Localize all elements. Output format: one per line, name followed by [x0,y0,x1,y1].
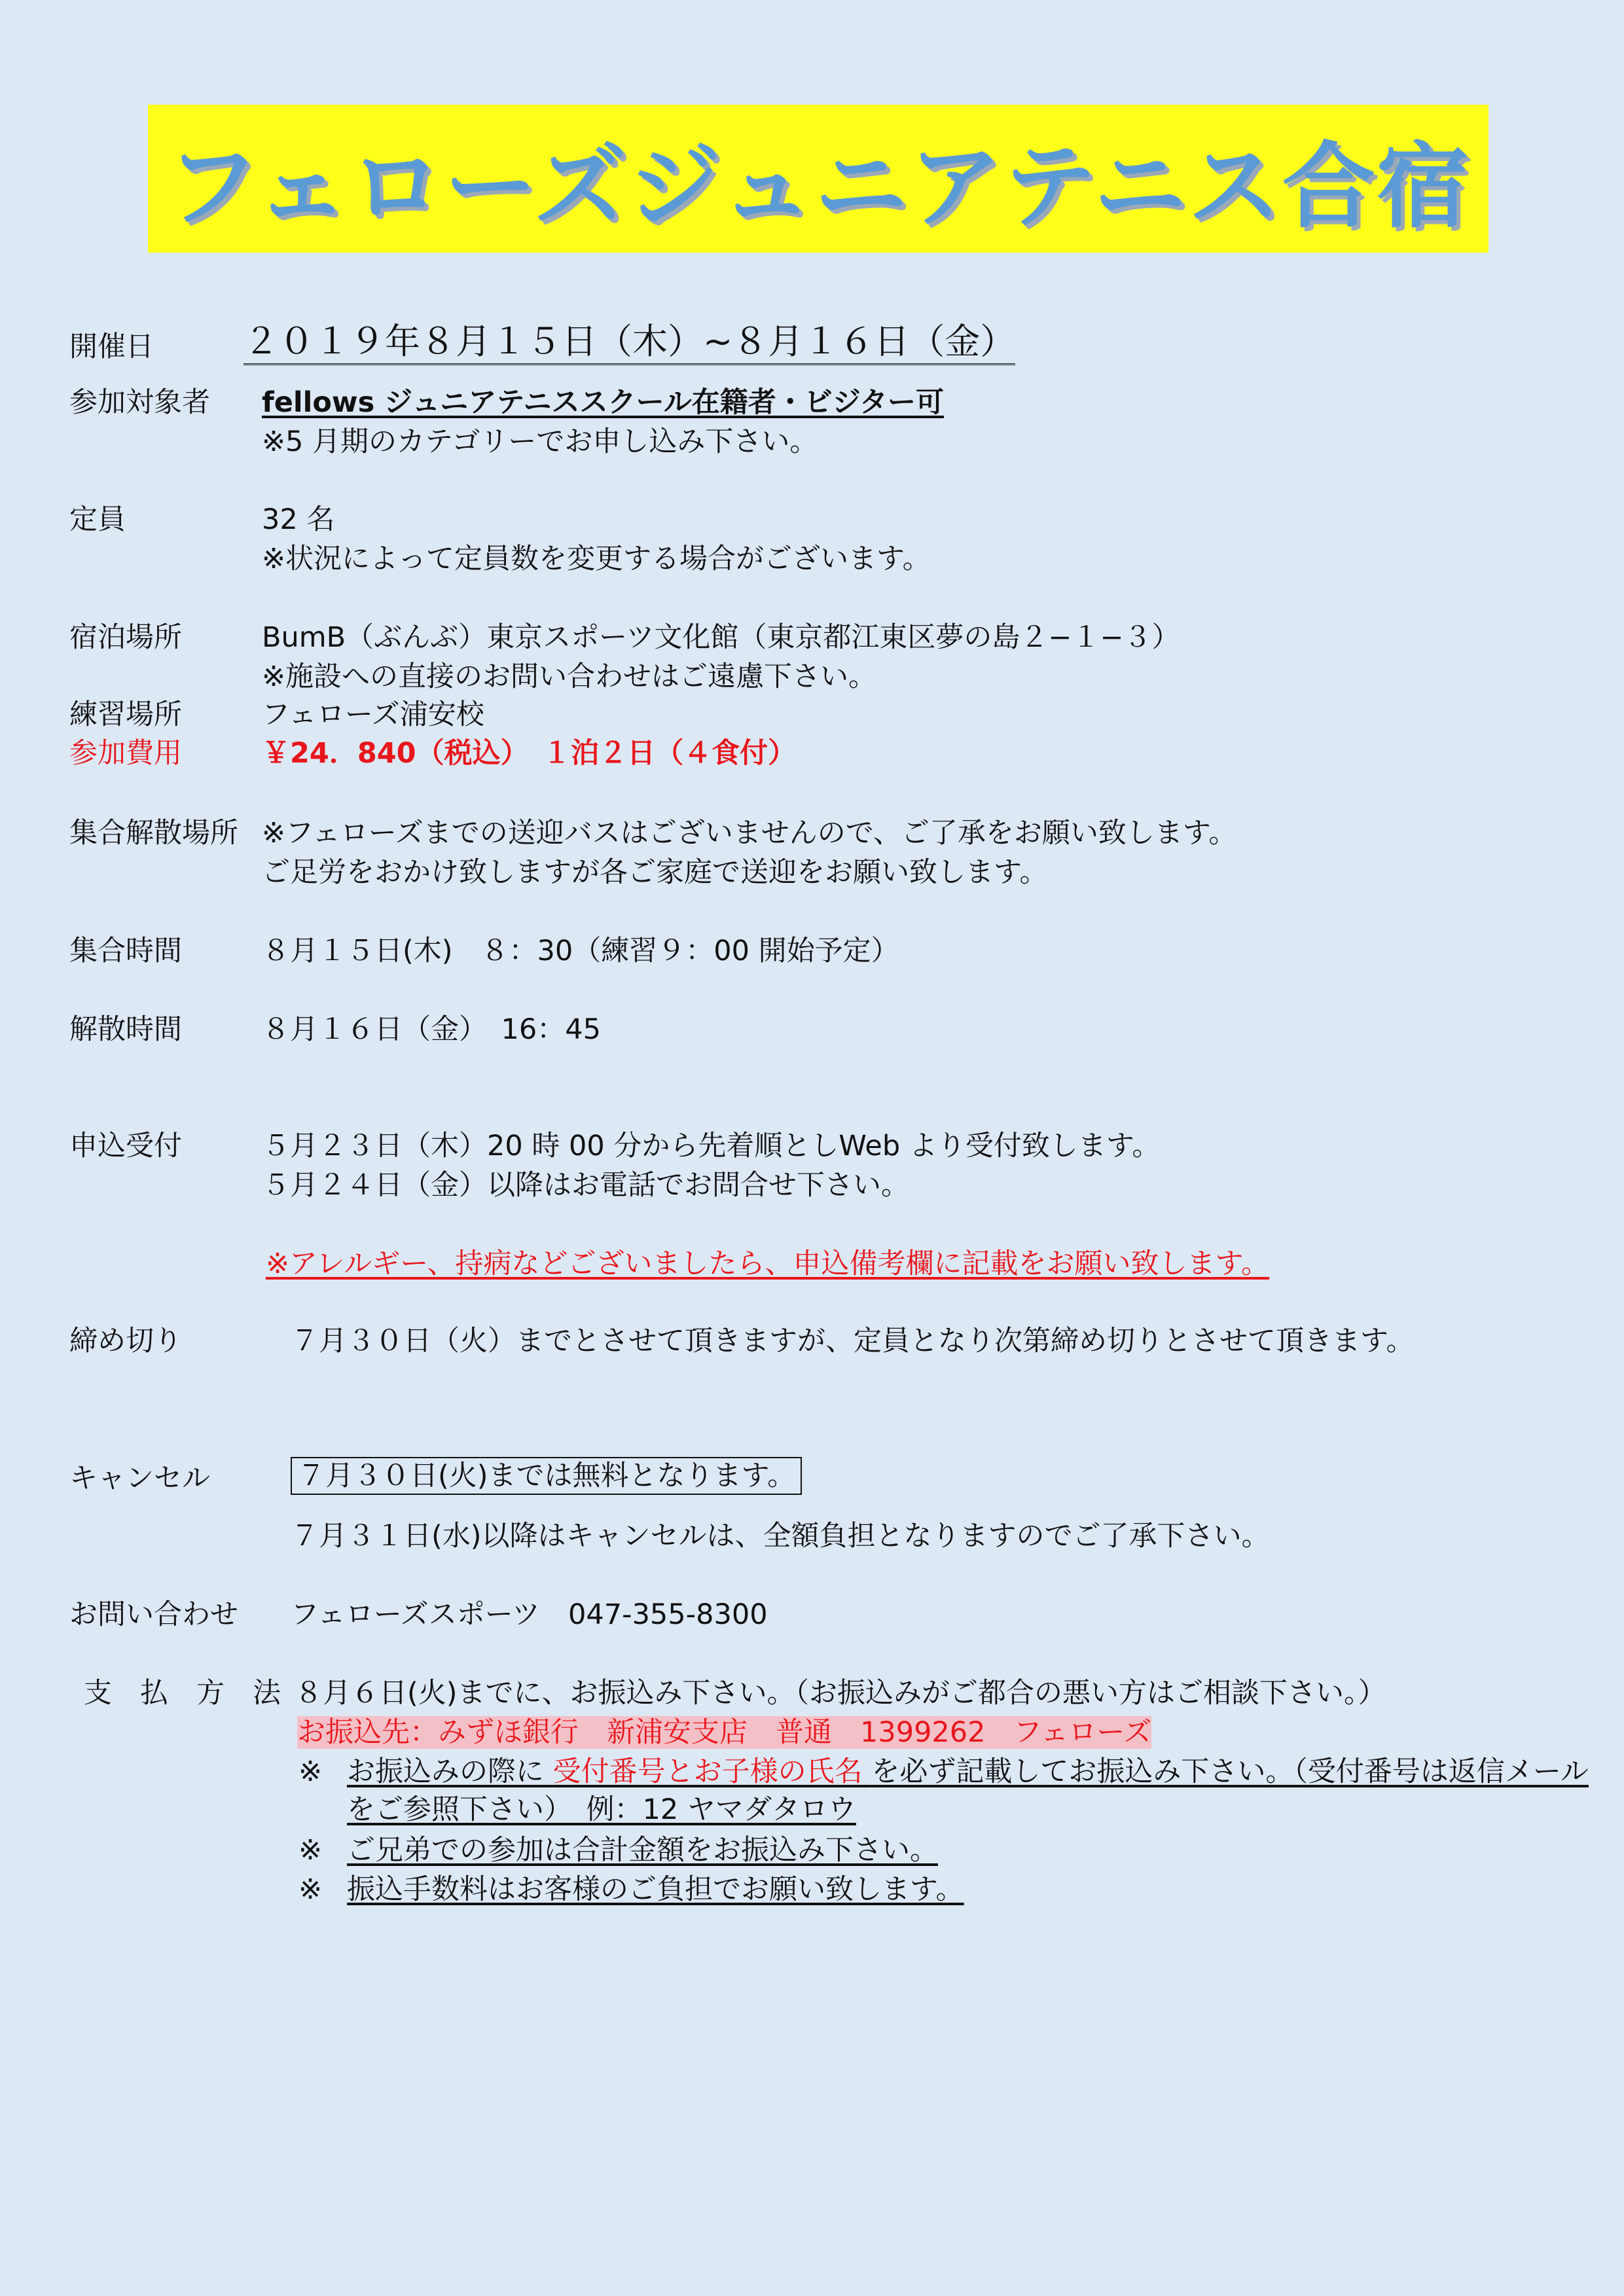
capacity-label: 定員 [69,503,126,536]
lodging-label: 宿泊場所 [69,621,182,654]
page-title: フェローズジュニアテニス合宿 [166,133,1471,241]
practice-label: 練習場所 [69,698,182,731]
meeting-time-value: ８月１５日(木) ８：30（練習９：00 開始予定） [262,935,899,967]
dismissal-time-value: ８月１６日（金） 16：45 [262,1013,601,1046]
meeting-time-label: 集合時間 [69,935,182,967]
payment-label: 支 払 方 法 [84,1677,281,1710]
meeting-place-label: 集合解散場所 [69,817,238,850]
capacity-value: 32 名 [262,503,335,536]
deadline-value: ７月３０日（火）までとさせて頂きますが、定員となり次第締め切りとさせて頂きます。 [291,1325,1415,1357]
payment-note2: ご兄弟での参加は合計金額をお振込み下さい。 [347,1834,938,1867]
deadline-label: 締め切り [69,1325,182,1357]
cancel-line2: ７月３１日(水)以降はキャンセルは、全額負担となりますのでご了承下さい。 [291,1520,1270,1552]
fee-value: ￥24．840（税込） １泊２日（４食付） [262,737,797,770]
payment-mark-3: ※ [298,1873,323,1906]
payment-note1 [347,1753,1589,1791]
event-date-value [244,321,1015,363]
payment-note3: 振込手数料はお客様のご負担でお願い致します。 [347,1873,964,1906]
fee-label: 参加費用 [69,737,182,770]
lodging-note: ※施設への直接のお問い合わせはご遠慮下さい。 [262,660,877,693]
payment-note1-red: 受付番号とお子様の氏名 [552,1755,863,1788]
cancel-line1: ７月３０日(火)までは無料となります。 [291,1457,802,1495]
target-label: 参加対象者 [69,386,210,419]
payment-line1: ８月６日(火)までに、お振込み下さい。（お振込みがご都合の悪い方はご相談下さい。） [295,1677,1386,1710]
payment-mark-2: ※ [298,1834,323,1867]
payment-note1-cont: をご参照下さい） 例：12 ヤマダタロウ [347,1793,856,1826]
application-label: 申込受付 [69,1130,182,1162]
target-value: fellows ジュニアテニススクール在籍者・ビジター可 [262,386,945,419]
allergy-note: ※アレルギー、持病などございましたら、申込備考欄に記載をお願い致します。 [266,1247,1270,1280]
payment-note1-pre: お振込みの際に [347,1755,544,1788]
cancel-free-box [291,1457,802,1495]
dismissal-time-label: 解散時間 [69,1013,182,1046]
bank-info: お振込先：みずほ銀行 新浦安支店 普通 1399262 フェローズ [297,1716,1152,1749]
meeting-place-note: ご足労をおかけ致しますが各ご家庭で送迎をお願い致します。 [262,856,1048,889]
meeting-place-value: ※フェローズまでの送迎バスはございませんので、ご了承をお願い致します。 [262,817,1237,850]
contact-label: お問い合わせ [69,1598,238,1631]
cancel-label: キャンセル [69,1462,210,1495]
lodging-value: BumB（ぶんぶ）東京スポーツ文化館（東京都江東区夢の島２−１−３） [262,621,1180,654]
title-banner [148,105,1489,253]
payment-bank [297,1713,1151,1751]
payment-note1-post: を必ず記載してお振込み下さい。（受付番号は返信メール [871,1755,1589,1788]
target-note: ※5 月期のカテゴリーでお申し込み下さい。 [262,425,818,458]
application-line2: ５月２４日（金）以降はお電話でお問合せ下さい。 [262,1169,909,1202]
event-date-label: 開催日 [69,331,154,363]
payment-mark-1: ※ [298,1755,323,1788]
event-date-text: ２０１９年８月１５日（木）~８月１６日（金） [244,321,1015,365]
application-line1: ５月２３日（木）20 時 00 分から先着順としWeb より受付致します。 [262,1130,1161,1162]
practice-value: フェローズ浦安校 [262,698,484,731]
contact-value: フェローズスポーツ 047-355-8300 [291,1598,768,1631]
capacity-note: ※状況によって定員数を変更する場合がございます。 [262,543,931,575]
